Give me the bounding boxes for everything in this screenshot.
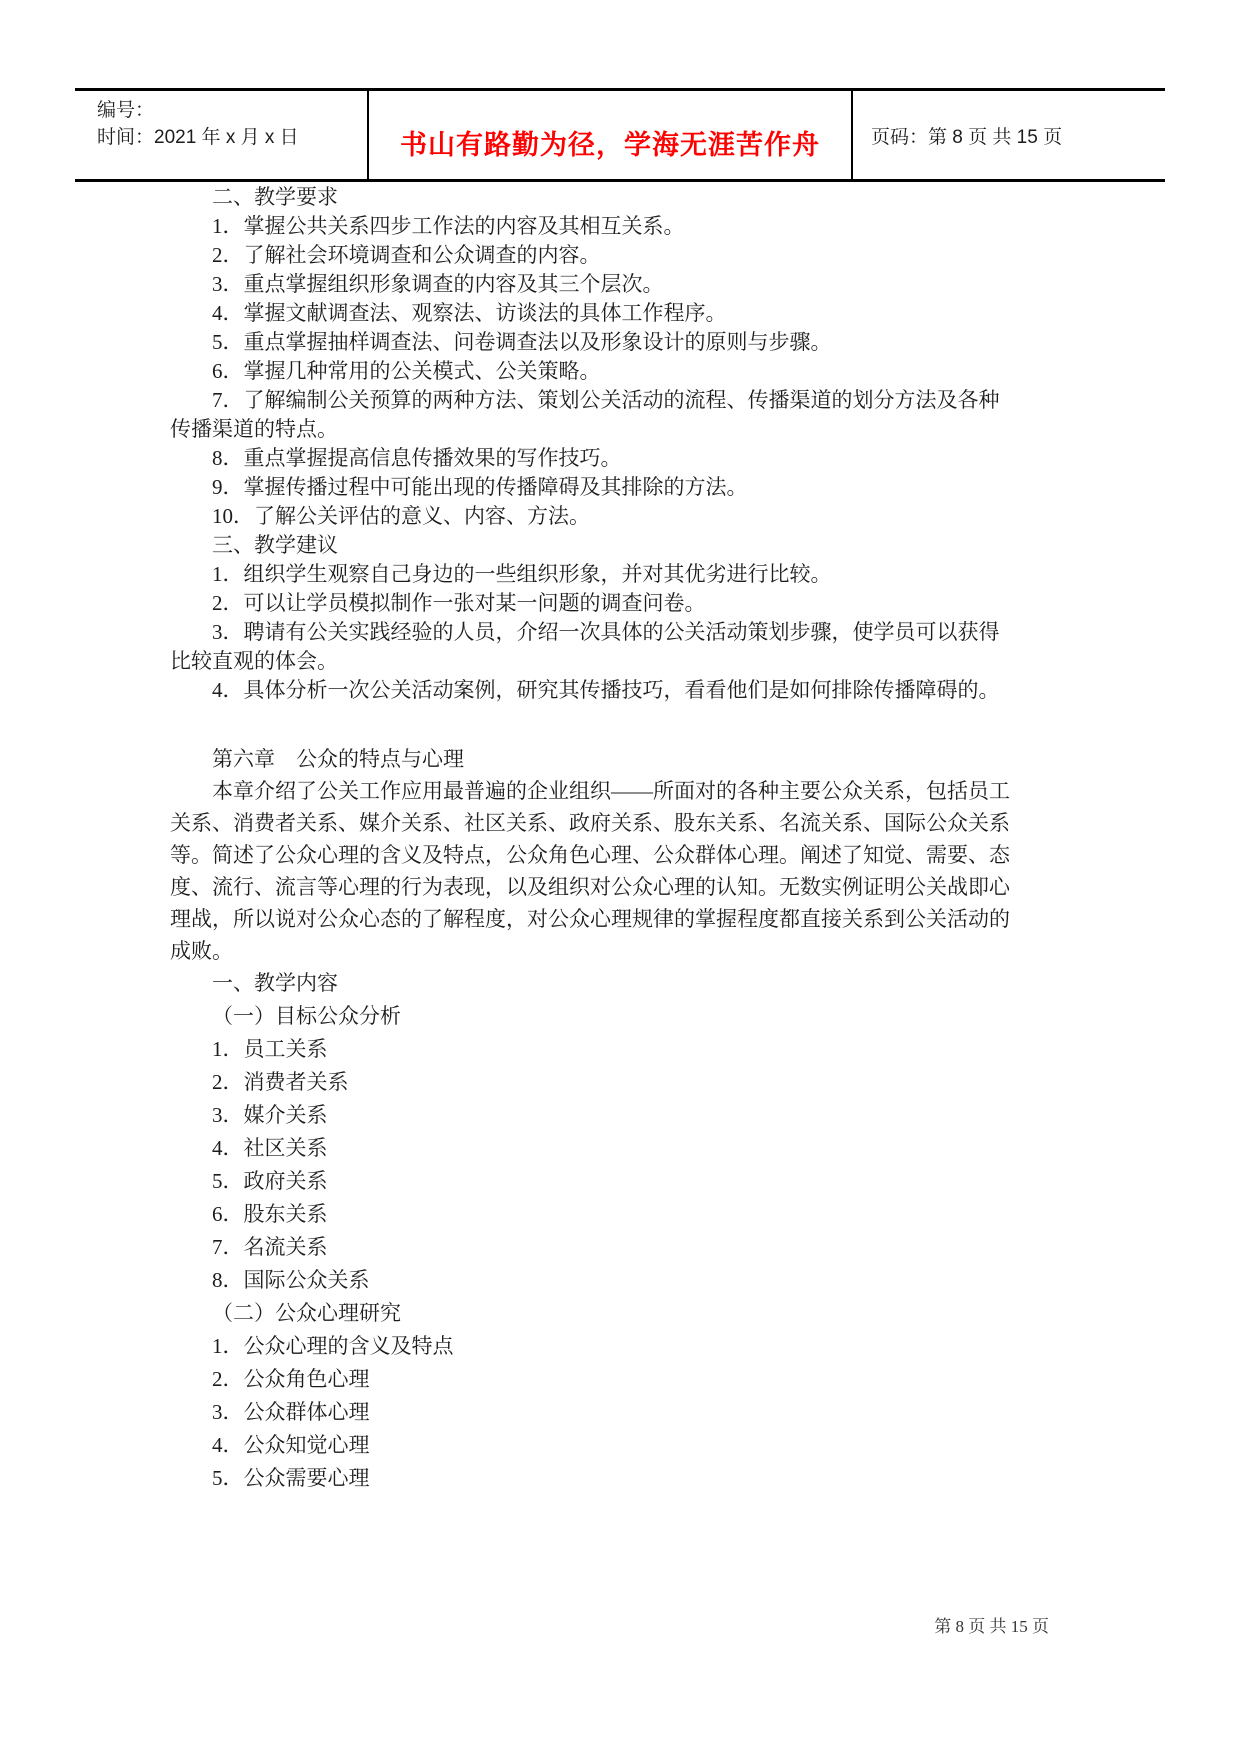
body-line: （二）公众心理研究: [212, 1301, 401, 1325]
body-line: 二、教学要求: [212, 185, 338, 209]
body-line: 5．政府关系: [212, 1169, 328, 1193]
body-line: 6．股东关系: [212, 1202, 328, 1226]
chapter-title: 第六章 公众的特点与心理: [212, 747, 464, 771]
section-gap: [170, 705, 1072, 743]
body-line: 一、教学内容: [212, 971, 338, 995]
body-line: 2．了解社会环境调查和公众调查的内容。: [212, 243, 601, 267]
body-line: 2．可以让学员模拟制作一张对某一问题的调查问卷。: [212, 591, 706, 615]
footer-page-indicator: 第 8 页 共 15 页: [934, 1617, 1049, 1636]
body-line: 9．掌握传播过程中可能出现的传播障碍及其排除的方法。: [212, 475, 748, 499]
body-line: 5．公众需要心理: [212, 1466, 370, 1490]
body-line: 3．媒介关系: [212, 1103, 328, 1127]
body-line: 5．重点掌握抽样调查法、问卷调查法以及形象设计的原则与步骤。: [212, 330, 832, 354]
document-number-label: 编号：: [97, 100, 155, 121]
body-line: 理战，所以说对公众心态的了解程度，对公众心理规律的掌握程度都直接关系到公关活动的: [170, 907, 1010, 931]
body-line: 2．消费者关系: [212, 1070, 349, 1094]
body-line: 度、流行、流言等心理的行为表现，以及组织对公众心理的认知。无数实例证明公关战即心: [170, 875, 1010, 899]
body-line: 10．了解公关评估的意义、内容、方法。: [212, 504, 590, 528]
body-line: （一）目标公众分析: [212, 1004, 401, 1028]
body-line: 4．具体分析一次公关活动案例，研究其传播技巧，看看他们是如何排除传播障碍的。: [212, 678, 1000, 702]
body-line: 3．聘请有公关实践经验的人员，介绍一次具体的公关活动策划步骤，使学员可以获得: [212, 620, 1000, 644]
body-line: 传播渠道的特点。: [170, 417, 338, 441]
body-line: 6．掌握几种常用的公关模式、公关策略。: [212, 359, 601, 383]
header-slogan: 书山有路勤为径，学海无涯苦作舟: [400, 129, 820, 160]
header-table: [75, 88, 1165, 182]
header-right-cell: [853, 91, 1165, 179]
body-line: 等。简述了公众心理的含义及特点，公众角色心理、公众群体心理。阐述了知觉、需要、态: [170, 843, 1010, 867]
body-line: 7．了解编制公关预算的两种方法、策划公关活动的流程、传播渠道的划分方法及各种: [212, 388, 1000, 412]
page-footer: [0, 1612, 1241, 1637]
section-teaching-content: [170, 967, 1072, 1495]
body-line: 4．社区关系: [212, 1136, 328, 1160]
body-line: 关系、消费者关系、媒介关系、社区关系、政府关系、股东关系、名流关系、国际公众关系: [170, 811, 1010, 835]
body-line: 8．重点掌握提高信息传播效果的写作技巧。: [212, 446, 622, 470]
body-line: 3．公众群体心理: [212, 1400, 370, 1424]
body-line: 1．掌握公共关系四步工作法的内容及其相互关系。: [212, 214, 685, 238]
body-line: 8．国际公众关系: [212, 1268, 370, 1292]
document-body: [170, 183, 1072, 1495]
body-line: 本章介绍了公关工作应用最普遍的企业组织——所面对的各种主要公众关系，包括员工: [212, 779, 1010, 803]
body-line: 4．公众知觉心理: [212, 1433, 370, 1457]
document-time-label: 时间：2021 年 x 月 x 日: [97, 127, 299, 148]
body-line: 比较直观的体会。: [170, 649, 338, 673]
body-line: 2．公众角色心理: [212, 1367, 370, 1391]
section-teaching-requirements: [170, 183, 1072, 705]
body-line: 三、教学建议: [212, 533, 338, 557]
body-line: 成败。: [170, 939, 233, 963]
section-chapter-six-intro: [170, 743, 1072, 967]
header-middle-cell: [367, 91, 853, 179]
body-line: 4．掌握文献调查法、观察法、访谈法的具体工作程序。: [212, 301, 727, 325]
body-line: 1．组织学生观察自己身边的一些组织形象，并对其优劣进行比较。: [212, 562, 832, 586]
body-line: 7．名流关系: [212, 1235, 328, 1259]
body-line: 3．重点掌握组织形象调查的内容及其三个层次。: [212, 272, 664, 296]
header-page-number: 页码：第 8 页 共 15 页: [871, 126, 1063, 148]
body-line: 1．公众心理的含义及特点: [212, 1334, 454, 1358]
header-left-cell: [75, 91, 367, 179]
body-line: 1．员工关系: [212, 1037, 328, 1061]
